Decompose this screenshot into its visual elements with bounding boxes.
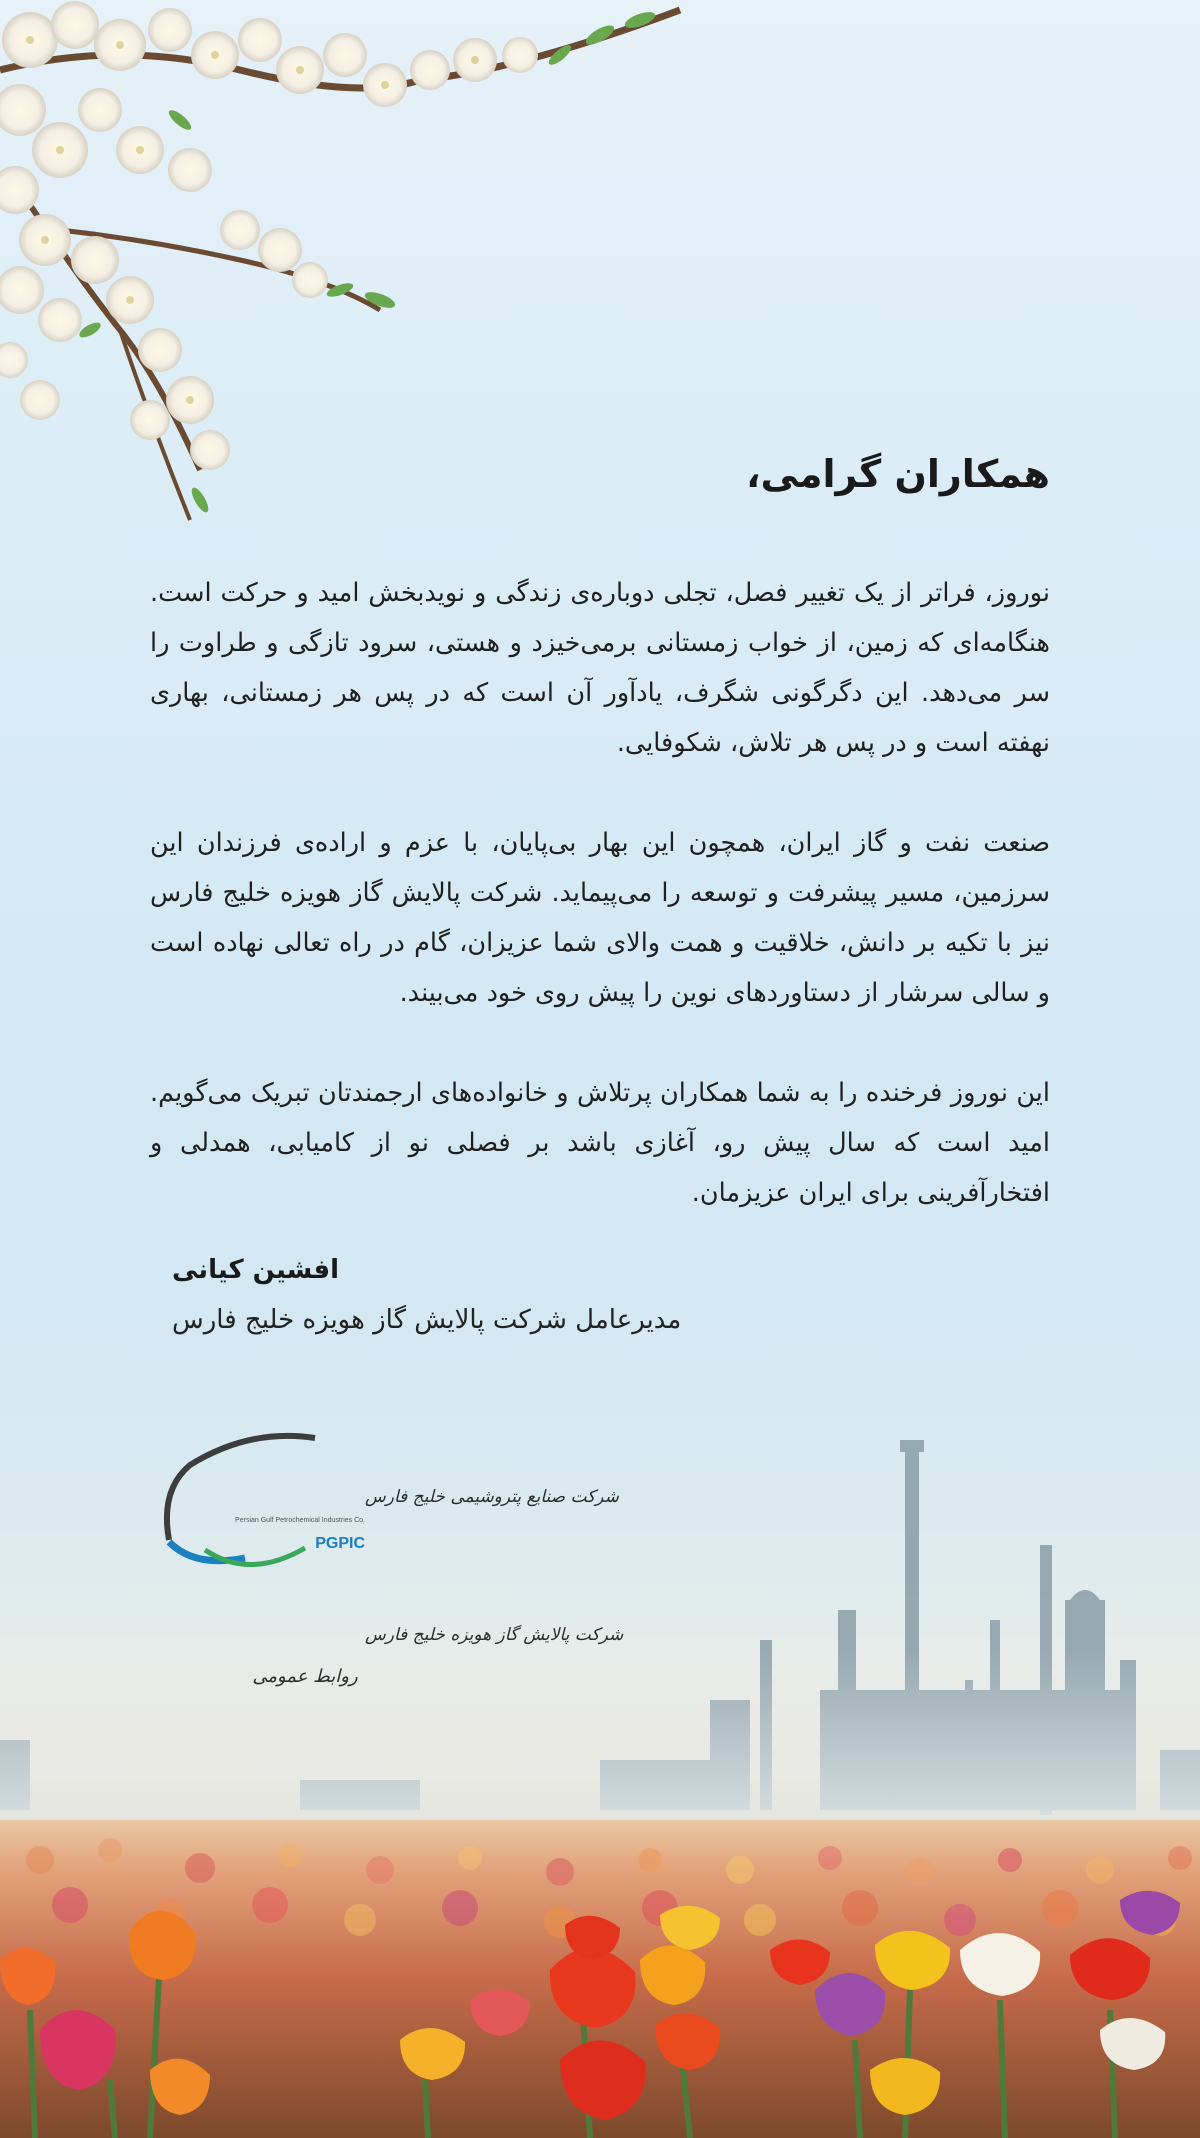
logo-abbreviation: PGPIC xyxy=(315,1535,365,1552)
company-logo xyxy=(155,1430,624,1710)
letter-paragraph: صنعت نفت و گاز ایران، همچون این بهار بی‌پایان، با عزم و اراده‌ی فرزندان این سرزمین، مسیر پیشرفت و توسعه را می‌پیماید. شرکت پالایش گاز هویزه خلیج فارس نیز با تکیه بر دانش، خلاقیت و همت والای شما عزیزان، گام در راه تعالی نهاده است و سالی سرشار از دستاوردهای نوین را پیش روی خود می‌بیند. xyxy=(150,828,1050,1008)
blossom-branch-decoration xyxy=(0,1,680,520)
logo-holding-name: شرکت صنایع پتروشیمی خلیج فارس xyxy=(365,1487,619,1507)
logo-holding-name-en: Persian Gulf Petrochemical Industries Co. xyxy=(235,1517,365,1524)
signature-name: افشین کیانی xyxy=(172,1255,340,1285)
greeting-heading: همکاران گرامی، xyxy=(746,452,1050,496)
logo-department: روابط عمومی xyxy=(252,1666,358,1687)
letter-paragraph: نوروز، فراتر از یک تغییر فصل، تجلی دوباره‌ی زندگی و نویدبخش امید و حرکت است. هنگامه‌ای که زمین، از خواب زمستانی برمی‌خیزد و هستی، سرود تازگی و طراوت را سر می‌دهد. این دگرگونی شگرف، یادآور آن است که در پس هر زمستانی، بهاری نهفته است و در پس هر تلاش، شکوفایی. xyxy=(150,578,1050,758)
logo-company-name: شرکت پالایش گاز هویزه خلیج فارس xyxy=(365,1625,624,1645)
tulip-field-decoration xyxy=(0,1820,1200,2138)
logo-arc-icon xyxy=(167,1436,315,1540)
signature-title: مدیرعامل شرکت پالایش گاز هویزه خلیج فارس xyxy=(172,1305,682,1335)
letter-paragraph: این نوروز فرخنده را به شما همکاران پرتلاش و خانواده‌های ارجمندتان تبریک می‌گویم. امید است که سال پیش رو، آغازی باشد بر فصلی نو از کامیابی، همدلی و افتخارآفرینی برای ایران عزیزمان. xyxy=(150,1078,1050,1208)
